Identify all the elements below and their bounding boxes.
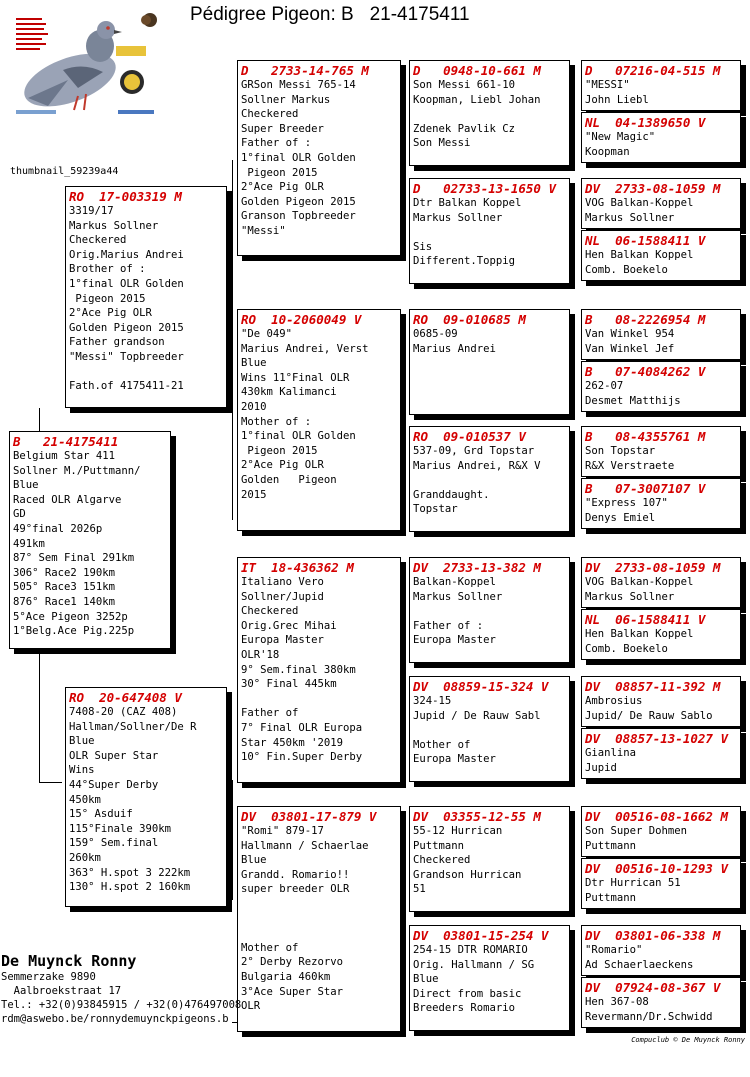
info-line: Europa Master xyxy=(413,753,496,766)
info-line: Koopman, Liebl Johan xyxy=(413,93,541,106)
info-line: Puttmann xyxy=(585,839,637,852)
info-line: OLR Super Star xyxy=(69,749,159,762)
info-line xyxy=(241,912,397,927)
connector-line xyxy=(39,408,40,431)
ring-number: DV 03801-17-879 V xyxy=(241,809,377,824)
info-line: Wins 11°Final OLR xyxy=(241,371,350,384)
info-line: 306° Race2 190km xyxy=(13,566,116,579)
info-line: Hen Balkan Koppel xyxy=(585,249,694,261)
info-line: 5°Ace Pigeon 3252p xyxy=(13,610,128,623)
info-line: 44°Super Derby xyxy=(69,778,159,791)
info-line: Orig.Marius Andrei xyxy=(69,248,184,261)
info-line: "Express 107" xyxy=(585,497,668,509)
ring-number: NL 06-1588411 V xyxy=(585,233,706,248)
info-line: Puttmann xyxy=(585,891,637,904)
pedigree-box-g11 xyxy=(581,676,741,727)
info-line: Star 450km '2019 xyxy=(241,736,344,749)
info-line: Europa Master xyxy=(241,634,324,647)
pedigree-box-g16 xyxy=(581,977,741,1028)
info-line: 450km xyxy=(69,793,101,806)
info-line: Balkan-Koppel xyxy=(413,576,496,588)
info-line: Mother of xyxy=(413,738,471,751)
info-line: 1°final OLR Golden xyxy=(69,277,184,290)
info-line: "Romi" 879-17 xyxy=(241,825,324,837)
info-line xyxy=(413,604,566,619)
info-line: 159° Sem.final xyxy=(69,837,159,850)
ring-number: DV 03355-12-55 M xyxy=(413,809,541,824)
info-line: 505° Race3 151km xyxy=(13,581,116,594)
ring-number: RO 09-010685 M xyxy=(413,312,526,327)
ring-number: D 2733-14-765 M xyxy=(241,63,369,78)
ring-number: DV 2733-13-382 M xyxy=(413,560,541,575)
pigeon-info xyxy=(582,876,740,905)
info-line: "Messi" Topbreeder xyxy=(69,350,184,363)
info-line: Golden Pigeon xyxy=(241,473,337,486)
info-line: Blue xyxy=(241,357,267,370)
info-line: Blue xyxy=(13,479,39,492)
info-line: 49°final 2026p xyxy=(13,522,103,535)
connector-line xyxy=(39,782,62,783)
info-line xyxy=(413,107,566,122)
info-line: Markus Sollner xyxy=(69,219,159,232)
info-line: 260km xyxy=(69,851,101,864)
pigeon-info xyxy=(10,449,170,639)
info-line: Marius Andrei, Verst xyxy=(241,342,369,355)
info-line: Father of : xyxy=(413,619,484,632)
info-line: Checkered xyxy=(241,108,299,121)
info-line: Son Messi xyxy=(413,137,471,150)
ring-number: B 07-3007107 V xyxy=(585,481,706,496)
pigeon-info xyxy=(582,379,740,408)
owner-block xyxy=(1,952,241,1026)
info-line xyxy=(241,926,397,941)
info-line: Jupid / De Rauw Sabl xyxy=(413,709,541,722)
pedigree-box-g6 xyxy=(581,361,741,412)
info-line xyxy=(241,897,397,912)
info-line: Checkered xyxy=(413,854,471,867)
pedigree-box-dss xyxy=(409,557,570,663)
info-line: 1°Belg.Ace Pig.225p xyxy=(13,625,135,638)
info-line: Jupid xyxy=(585,761,617,774)
info-line: 2°Ace Pig OLR xyxy=(241,459,324,472)
ring-number: RO 20-647408 V xyxy=(69,690,182,705)
info-line: 3°Ace Super Star xyxy=(241,985,344,998)
info-line: Different.Toppig xyxy=(413,255,516,268)
info-line: OLR xyxy=(241,1000,261,1013)
info-line: VOG Balkan-Koppel xyxy=(585,576,694,588)
info-line: 254-15 DTR ROMARIO xyxy=(413,944,528,956)
pigeon-info xyxy=(66,705,226,895)
info-line: Orig. Hallmann / SG xyxy=(413,958,535,971)
info-line: Grandd. Romario!! xyxy=(241,868,350,881)
pigeon-info xyxy=(582,78,740,107)
pedigree-box-sss xyxy=(409,60,570,166)
info-line: Hen Balkan Koppel xyxy=(585,628,694,640)
info-line: Italiano Vero xyxy=(241,576,324,588)
pigeon-info xyxy=(238,78,400,239)
info-line: 51 xyxy=(413,883,426,896)
info-line: R&X Verstraete xyxy=(585,459,675,472)
info-line: Blue xyxy=(69,735,95,748)
info-line: Fath.of 4175411-21 xyxy=(69,380,184,393)
pedigree-box-subject xyxy=(9,431,171,649)
ring-number: D 02733-13-1650 V xyxy=(413,181,556,196)
connector-line xyxy=(232,780,233,900)
connector-line xyxy=(232,160,233,520)
owner-address-line: Aalbroekstraat 17 xyxy=(1,985,122,997)
pedigree-box-sdd xyxy=(409,426,570,532)
pedigree-box-g10 xyxy=(581,609,741,660)
info-line: John Liebl xyxy=(585,93,649,106)
info-line: Orig.Grec Mihai xyxy=(241,619,337,632)
info-line: Wins xyxy=(69,764,95,777)
info-line: Ambrosius xyxy=(585,695,643,707)
owner-address-line: Semmerzake 9890 xyxy=(1,971,96,983)
pedigree-box-g2 xyxy=(581,112,741,163)
info-line: Bulgaria 460km xyxy=(241,970,331,983)
pigeon-info xyxy=(582,995,740,1024)
info-line: OLR'18 xyxy=(241,648,280,661)
info-line: 2°Ace Pig OLR xyxy=(69,307,152,320)
info-line: Super Breeder xyxy=(241,122,324,135)
pedigree-box-dd xyxy=(237,806,401,1032)
pigeon-info xyxy=(582,746,740,775)
info-line: Van Winkel 954 xyxy=(585,328,675,340)
info-line: Blue xyxy=(413,973,439,986)
info-line: 2°Ace Pig OLR xyxy=(241,181,324,194)
owner-phone: Tel.: +32(0)93845915 / +32(0)476497008 xyxy=(1,999,242,1011)
ring-number: DV 07924-08-367 V xyxy=(585,980,721,995)
pedigree-box-ssd xyxy=(409,178,570,284)
ring-number: B 08-2226954 M xyxy=(585,312,706,327)
footer-credit: Compuclub © De Muynck Ronny xyxy=(631,1036,745,1044)
ring-number: RO 17-003319 M xyxy=(69,189,182,204)
info-line: 10° Fin.Super Derby xyxy=(241,751,363,764)
info-line: Marius Andrei xyxy=(413,342,496,355)
info-line: Checkered xyxy=(241,605,299,618)
pigeon-info xyxy=(410,694,569,767)
info-line: Son Topstar xyxy=(585,445,656,457)
connector-line xyxy=(39,648,40,783)
info-line: "De 049" xyxy=(241,328,293,340)
pigeon-info xyxy=(410,824,569,897)
ring-number: NL 06-1588411 V xyxy=(585,612,706,627)
info-line: 9° Sem.final 380km xyxy=(241,663,356,676)
info-line: Sis xyxy=(413,240,433,253)
pedigree-box-dam xyxy=(65,687,227,907)
info-line: 2015 xyxy=(241,488,267,501)
ring-number: B 21-4175411 xyxy=(13,434,119,449)
info-line: "New Magic" xyxy=(585,131,656,143)
info-line: Van Winkel Jef xyxy=(585,342,675,355)
info-line: Belgium Star 411 xyxy=(13,450,116,462)
pedigree-box-sds xyxy=(409,309,570,415)
info-line: 130° H.spot 2 160km xyxy=(69,881,191,894)
info-line: Golden Pigeon 2015 xyxy=(241,195,356,208)
info-line: Brother of : xyxy=(69,263,146,276)
info-line: 0685-09 xyxy=(413,328,458,340)
pedigree-box-g1 xyxy=(581,60,741,111)
info-line xyxy=(69,365,223,380)
info-line: Denys Emiel xyxy=(585,511,656,524)
info-line: Jupid/ De Rauw Sablo xyxy=(585,709,713,722)
ring-number: DV 08857-11-392 M xyxy=(585,679,721,694)
info-line: 1°final OLR Golden xyxy=(241,151,356,164)
pigeon-info xyxy=(410,444,569,517)
info-line: Gianlina xyxy=(585,747,637,759)
info-line: 3319/17 xyxy=(69,205,114,217)
ring-number: B 08-4355761 M xyxy=(585,429,706,444)
info-line: 430km Kalimanci xyxy=(241,386,337,399)
info-line: Hallmann / Schaerlae xyxy=(241,839,369,852)
pedigree-box-ss xyxy=(237,60,401,256)
info-line: "Romario" xyxy=(585,944,643,956)
info-line xyxy=(413,473,566,488)
info-line xyxy=(413,225,566,240)
pedigree-box-sire xyxy=(65,186,227,408)
pigeon-logo-image xyxy=(8,10,168,122)
info-line: Koopman xyxy=(585,145,630,158)
info-line: 15° Asduif xyxy=(69,808,133,821)
info-line: Pigeon 2015 xyxy=(241,444,318,457)
info-line: Topstar xyxy=(413,503,458,516)
ring-number: RO 09-010537 V xyxy=(413,429,526,444)
pedigree-box-sd xyxy=(237,309,401,531)
info-line: VOG Balkan-Koppel xyxy=(585,197,694,209)
info-line: Granddaught. xyxy=(413,488,490,501)
info-line: Zdenek Pavlik Cz xyxy=(413,122,516,135)
pigeon-info xyxy=(410,327,569,356)
pigeon-info xyxy=(582,824,740,853)
info-line: 87° Sem Final 291km xyxy=(13,552,135,565)
pigeon-info xyxy=(410,196,569,269)
info-line: Mother of xyxy=(241,941,299,954)
info-line xyxy=(413,723,566,738)
pigeon-info xyxy=(582,694,740,723)
info-line: Comb. Boekelo xyxy=(585,642,668,655)
info-line: Marius Andrei, R&X V xyxy=(413,459,541,472)
info-line: Blue xyxy=(241,854,267,867)
owner-name: De Muynck Ronny xyxy=(1,952,137,970)
pigeon-info xyxy=(238,824,400,1014)
info-line: super breeder OLR xyxy=(241,883,350,896)
info-line: 7° Final OLR Europa xyxy=(241,721,363,734)
ring-number: DV 00516-10-1293 V xyxy=(585,861,728,876)
pigeon-info xyxy=(582,444,740,473)
page-title: Pédigree Pigeon: B 21-4175411 xyxy=(190,4,470,25)
pedigree-box-g13 xyxy=(581,806,741,857)
info-line xyxy=(241,692,397,707)
pigeon-info xyxy=(582,196,740,225)
info-line: GD xyxy=(13,508,26,521)
info-line: Ad Schaerlaeckens xyxy=(585,958,694,971)
info-line: Grandson Hurrican xyxy=(413,868,522,881)
info-line: 262-07 xyxy=(585,380,624,392)
info-line: Golden Pigeon 2015 xyxy=(69,321,184,334)
pedigree-box-g8 xyxy=(581,478,741,529)
owner-email-website: rdm@aswebo.be/ronnydemuynckpigeons.b xyxy=(1,1013,229,1025)
pigeon-info xyxy=(582,130,740,159)
info-line: Sollner Markus xyxy=(241,93,331,106)
info-line: 55-12 Hurrican xyxy=(413,825,503,837)
info-line: "Messi" xyxy=(241,224,286,237)
pigeon-info xyxy=(582,943,740,972)
info-line: GRSon Messi 765-14 xyxy=(241,79,356,91)
pedigree-box-dds xyxy=(409,806,570,912)
info-line: Son Messi 661-10 xyxy=(413,79,516,91)
info-line: Son Super Dohmen xyxy=(585,825,688,837)
pedigree-box-g5 xyxy=(581,309,741,360)
pedigree-box-g15 xyxy=(581,925,741,976)
info-line: 324-15 xyxy=(413,695,452,707)
info-line: Markus Sollner xyxy=(585,590,675,603)
info-line: 537-09, Grd Topstar xyxy=(413,445,535,457)
pedigree-box-dsd xyxy=(409,676,570,782)
info-line: Hallman/Sollner/De R xyxy=(69,720,197,733)
info-line: Puttmann xyxy=(413,839,465,852)
pigeon-info xyxy=(410,943,569,1016)
ring-number: NL 04-1389650 V xyxy=(585,115,706,130)
ring-number: DV 03801-06-338 M xyxy=(585,928,721,943)
ring-number: D 07216-04-515 M xyxy=(585,63,721,78)
ring-number: D 0948-10-661 M xyxy=(413,63,541,78)
ring-number: B 07-4084262 V xyxy=(585,364,706,379)
info-line: 1°final OLR Golden xyxy=(241,430,356,443)
pigeon-info xyxy=(582,248,740,277)
info-line: Hen 367-08 xyxy=(585,996,649,1008)
info-line: Mother of : xyxy=(241,415,312,428)
info-line: Europa Master xyxy=(413,634,496,647)
ring-number: DV 08857-13-1027 V xyxy=(585,731,728,746)
pigeon-info xyxy=(582,327,740,356)
pedigree-box-g3 xyxy=(581,178,741,229)
pedigree-box-g4 xyxy=(581,230,741,281)
pigeon-info xyxy=(582,575,740,604)
pigeon-info xyxy=(582,496,740,525)
pedigree-box-ddd xyxy=(409,925,570,1031)
info-line: Breeders Romario xyxy=(413,1002,516,1015)
info-line: Dtr Hurrican 51 xyxy=(585,877,681,889)
info-line: Father of xyxy=(241,707,299,720)
ring-number: DV 2733-08-1059 M xyxy=(585,560,721,575)
info-line: 30° Final 445km xyxy=(241,678,337,691)
pigeon-info xyxy=(410,575,569,648)
ring-number: DV 08859-15-324 V xyxy=(413,679,549,694)
info-line: Checkered xyxy=(69,234,127,247)
info-line: Father of : xyxy=(241,137,312,150)
pigeon-info xyxy=(238,575,400,765)
ring-number: RO 10-2060049 V xyxy=(241,312,362,327)
ring-number: DV 2733-08-1059 M xyxy=(585,181,721,196)
info-line: Revermann/Dr.Schwidd xyxy=(585,1010,713,1023)
pedigree-box-g12 xyxy=(581,728,741,779)
info-line: 2010 xyxy=(241,400,267,413)
info-line: 363° H.spot 3 222km xyxy=(69,866,191,879)
info-line: 876° Race1 140km xyxy=(13,595,116,608)
info-line: 115°Finale 390km xyxy=(69,822,172,835)
info-line: Granson Topbreeder xyxy=(241,210,356,223)
pedigree-box-ds xyxy=(237,557,401,783)
pedigree-box-g14 xyxy=(581,858,741,909)
info-line: Direct from basic xyxy=(413,987,522,1000)
thumbnail-label: thumbnail_59239a44 xyxy=(10,166,119,177)
info-line: Pigeon 2015 xyxy=(69,292,146,305)
info-line: 491km xyxy=(13,537,45,550)
ring-number: IT 18-436362 M xyxy=(241,560,354,575)
info-line: Markus Sollner xyxy=(413,211,503,224)
info-line: Markus Sollner xyxy=(413,590,503,603)
info-line: Sollner/Jupid xyxy=(241,590,324,603)
info-line: Sollner M./Puttmann/ xyxy=(13,464,141,477)
info-line: 7408-20 (CAZ 408) xyxy=(69,706,178,718)
pigeon-info xyxy=(410,78,569,151)
info-line: Father grandson xyxy=(69,336,165,349)
pigeon-info xyxy=(66,204,226,394)
pedigree-box-g7 xyxy=(581,426,741,477)
ring-number: DV 03801-15-254 V xyxy=(413,928,549,943)
info-line: 2° Derby Rezorvo xyxy=(241,956,344,969)
pedigree-box-g9 xyxy=(581,557,741,608)
pigeon-info xyxy=(238,327,400,502)
info-line: Raced OLR Algarve xyxy=(13,493,122,506)
pigeon-info xyxy=(582,627,740,656)
info-line: Desmet Matthijs xyxy=(585,394,681,407)
ring-number: DV 00516-08-1662 M xyxy=(585,809,728,824)
info-line: Dtr Balkan Koppel xyxy=(413,197,522,209)
info-line: Markus Sollner xyxy=(585,211,675,224)
info-line: "MESSI" xyxy=(585,79,630,91)
info-line: Comb. Boekelo xyxy=(585,263,668,276)
info-line: Pigeon 2015 xyxy=(241,166,318,179)
